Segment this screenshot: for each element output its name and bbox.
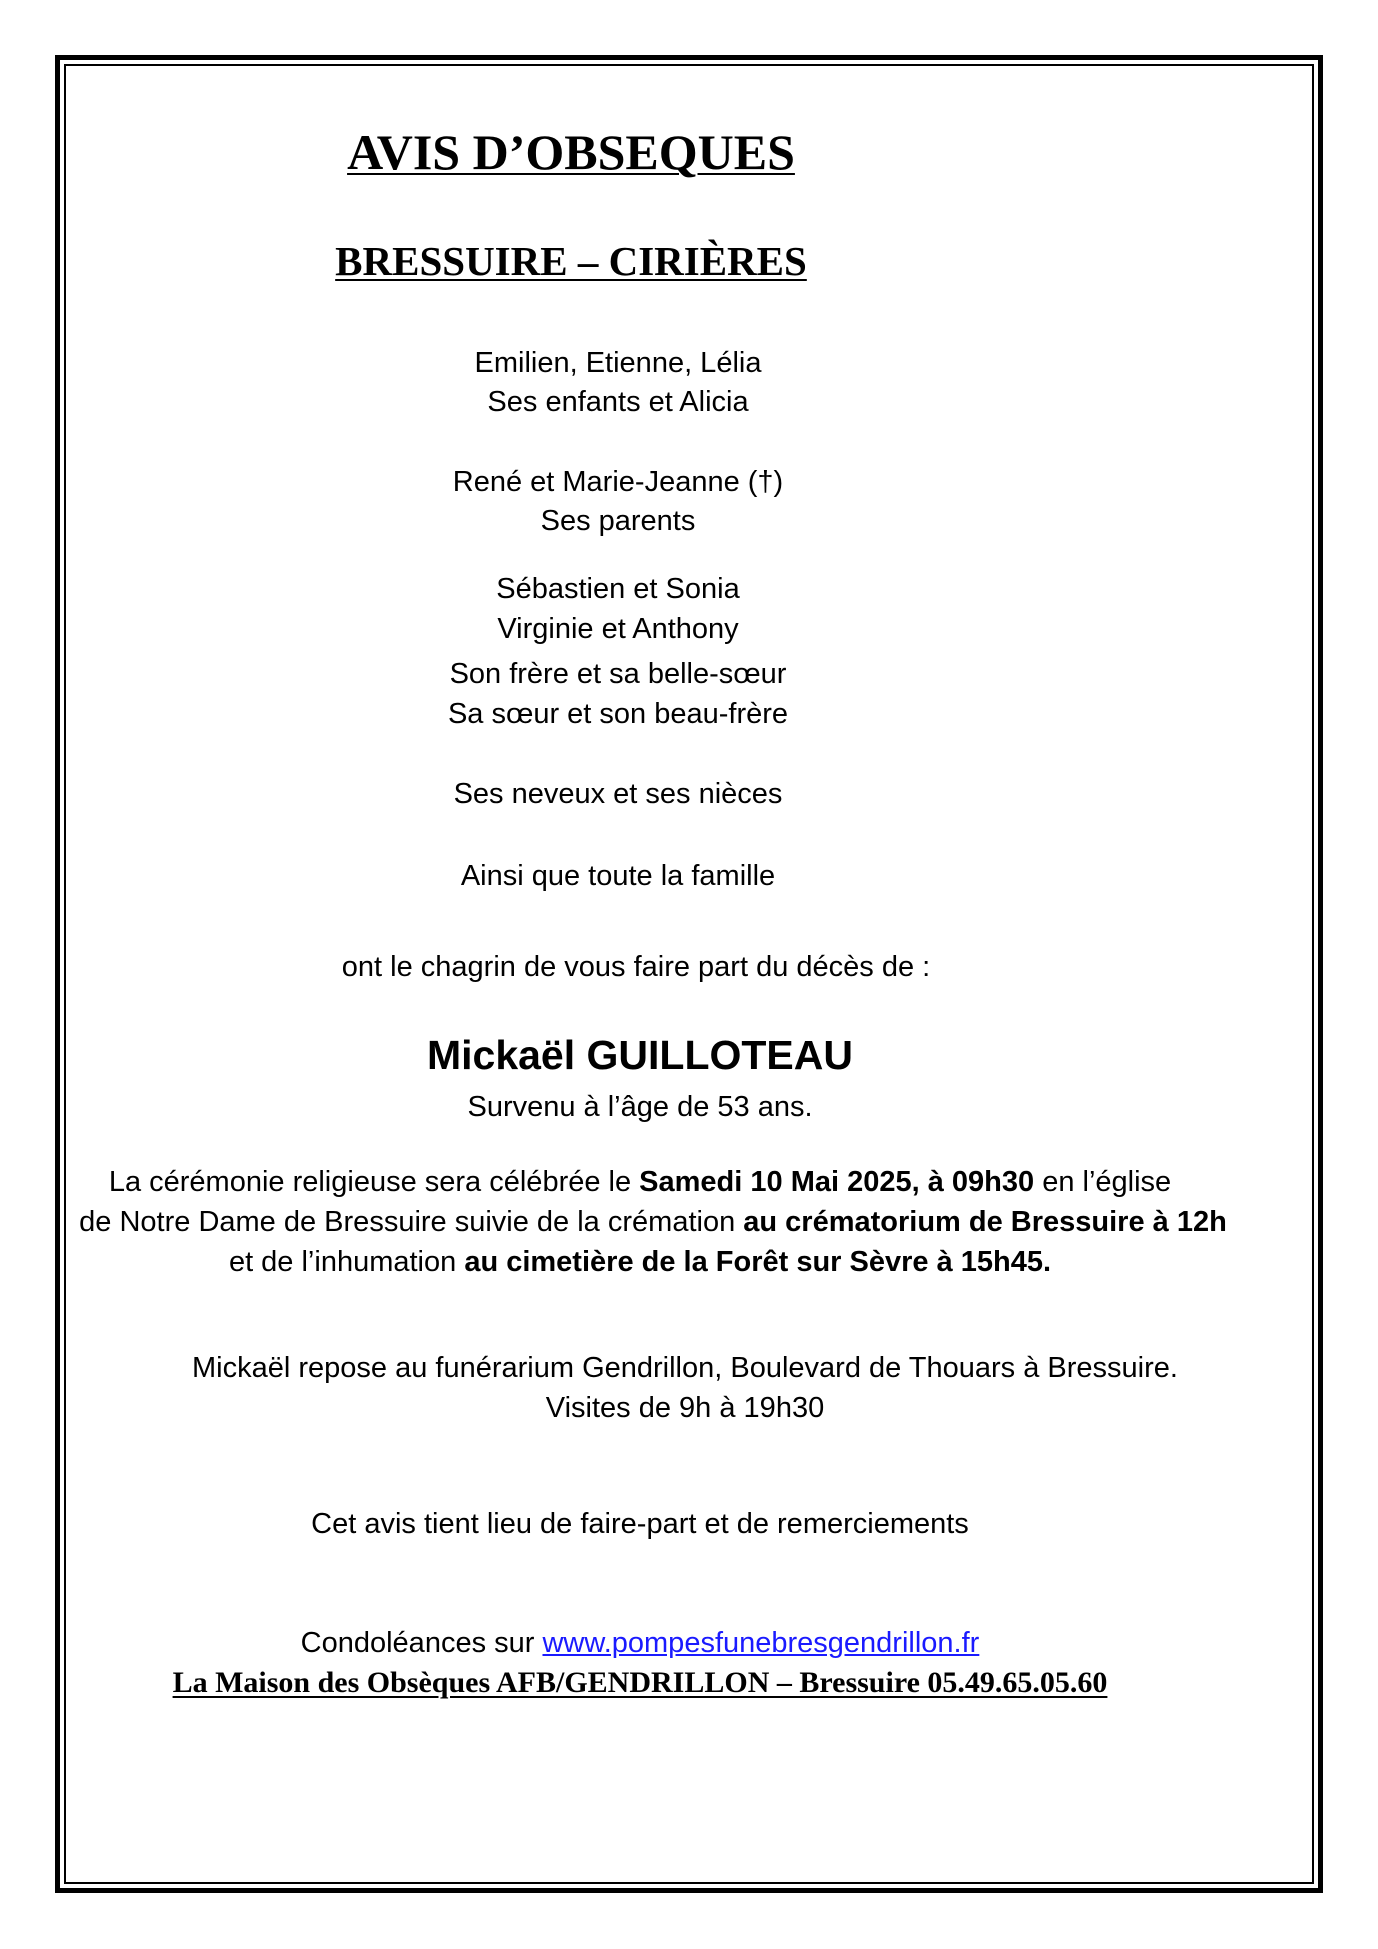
parents-names: René et Marie-Jeanne (†) <box>452 466 784 498</box>
ceremony-line-1-text-a: La cérémonie religieuse sera célébrée le <box>108 1166 640 1198</box>
cremation-place-time: au crématorium de Bressuire à 12h <box>743 1206 1227 1238</box>
condolences-line <box>0 1624 1329 1662</box>
visit-hours: Visites de 9h à 19h30 <box>545 1392 825 1424</box>
page-subtitle: BRESSUIRE – CIRIÈRES <box>335 238 807 284</box>
ceremony-date-time: Samedi 10 Mai 2025, à 09h30 <box>639 1166 1035 1198</box>
children-names: Emilien, Etienne, Lélia <box>474 347 762 379</box>
notice-line: Cet avis tient lieu de faire-part et de remerciements <box>311 1508 969 1540</box>
sibling1-names: Sébastien et Sonia <box>496 573 740 605</box>
ceremony-line-3 <box>0 1243 1329 1281</box>
burial-place-time: au cimetière de la Forêt sur Sèvre à 15h45. <box>464 1246 1052 1278</box>
parents-role: Ses parents <box>540 505 696 537</box>
condolences-website-link[interactable]: www.pompesfunebresgendrillon.fr <box>542 1627 980 1659</box>
ceremony-line-2 <box>0 1203 1342 1241</box>
deceased-age: Survenu à l’âge de 53 ans. <box>467 1091 813 1123</box>
ceremony-line-1 <box>0 1163 1329 1201</box>
nephews-line: Ses neveux et ses nièces <box>453 778 783 810</box>
ceremony-line-1-text-b: en l’église <box>1034 1166 1172 1198</box>
deceased-name: Mickaël GUILLOTEAU <box>426 1032 853 1078</box>
condolences-prefix: Condoléances sur <box>300 1627 543 1659</box>
children-role: Ses enfants et Alicia <box>487 386 749 418</box>
rest-location: Mickaël repose au funérarium Gendrillon, Boulevard de Thouars à Bressuire. <box>192 1352 1178 1384</box>
funeral-home-footer: La Maison des Obsèques AFB/GENDRILLON – Bressuire 05.49.65.05.60 <box>172 1666 1108 1699</box>
sibling1-role: Son frère et sa belle-sœur <box>449 658 787 690</box>
ceremony-line-3-text: et de l’inhumation <box>228 1246 465 1278</box>
sibling2-role: Sa sœur et son beau-frère <box>447 698 789 730</box>
family-others: Ainsi que toute la famille <box>460 860 776 892</box>
announcement: ont le chagrin de vous faire part du décès de : <box>341 951 931 983</box>
ceremony-line-2-text: de Notre Dame de Bressuire suivie de la crémation <box>79 1206 744 1238</box>
sibling2-names: Virginie et Anthony <box>497 613 739 645</box>
page-title: AVIS D’OBSEQUES <box>347 124 795 180</box>
